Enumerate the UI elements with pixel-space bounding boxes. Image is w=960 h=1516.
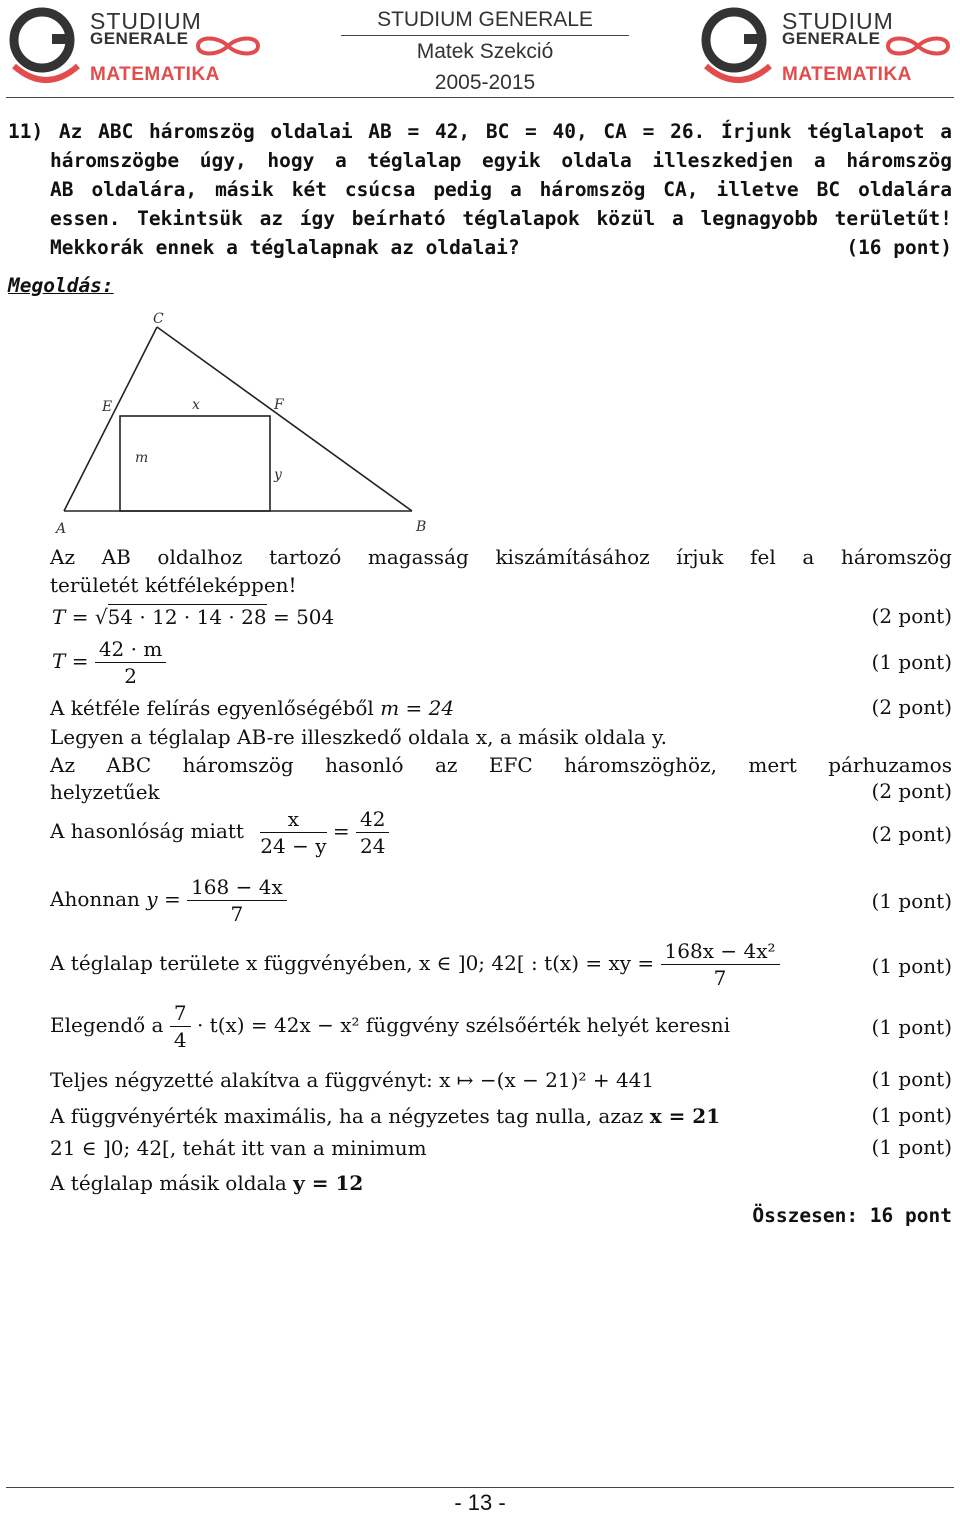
line-13 xyxy=(50,1135,427,1161)
line-9-num: 168x − 4x² xyxy=(661,938,780,965)
label-C: C xyxy=(153,311,164,327)
solution-label: Megoldás: xyxy=(8,274,114,297)
line-13-points: (1 pont) xyxy=(871,1135,952,1159)
line-10-points: (1 pont) xyxy=(871,1015,952,1039)
page-number: - 13 - xyxy=(454,1490,506,1515)
line-9 xyxy=(50,938,780,991)
label-y: y xyxy=(274,467,282,483)
eq1 xyxy=(52,604,334,630)
label-m: m xyxy=(135,450,149,466)
line-3-points: (2 pont) xyxy=(871,695,952,719)
line-8-points: (1 pont) xyxy=(871,889,952,913)
line-7-num-2: 42 xyxy=(356,806,389,833)
line-8-math: y = xyxy=(146,887,181,911)
line-11-text: Teljes négyzetté alakítva a függvényt: xyxy=(50,1068,433,1092)
line-12-text: A függvényérték maximális, ha a négyzetes tag nulla, azaz xyxy=(50,1104,644,1128)
header-title-block xyxy=(335,4,635,98)
line-7-den-1: 24 − y xyxy=(260,834,327,858)
logo-word-studium: STUDIUM xyxy=(90,8,202,34)
line-10-den: 4 xyxy=(173,1028,187,1052)
line-13-math: 21 ∈ ]0; 42[ xyxy=(50,1136,170,1160)
line-4: Legyen a téglalap AB-re illeszkedő oldala x, a másik oldala y. xyxy=(50,725,668,749)
eq1-root: 54 · 12 · 14 · 28 xyxy=(107,605,267,629)
label-F: F xyxy=(274,397,284,413)
eq2 xyxy=(52,636,166,689)
line-9-points: (1 pont) xyxy=(871,954,952,978)
problem-line-3: AB oldalára, másik két csúcsa pedig a háromszög CA, illetve BC oldalára xyxy=(50,178,952,201)
line-8-num: 168 − 4x xyxy=(187,874,287,901)
line-14-text: A téglalap másik oldala xyxy=(50,1171,287,1195)
eq2-left: T = xyxy=(52,649,89,673)
logo-word-studium: STUDIUM xyxy=(782,8,894,34)
eq1-right: = 504 xyxy=(272,605,335,629)
line-7-text: A hasonlóság miatt xyxy=(50,819,244,843)
eq2-den: 2 xyxy=(124,664,137,688)
line-10-rest: függvény szélsőérték helyét keresni xyxy=(365,1013,731,1037)
line-10-num: 7 xyxy=(170,1000,191,1027)
total-points: Összesen: 16 pont xyxy=(752,1204,952,1227)
line-11-points: (1 pont) xyxy=(871,1067,952,1091)
logo-mark-icon xyxy=(698,4,778,94)
label-A: A xyxy=(56,521,67,537)
problem-line-1: 11) Az ABC háromszög oldalai AB = 42, BC = 40, CA = 26. Írjunk téglalapot a xyxy=(8,120,952,143)
line-8 xyxy=(50,874,287,927)
line-3 xyxy=(50,695,454,721)
logo-word-matematika: MATEMATIKA xyxy=(782,64,912,85)
header-rule xyxy=(6,97,954,98)
line-13-text: , tehát itt van a minimum xyxy=(169,1136,427,1160)
studium-logo-right xyxy=(698,4,960,94)
line-10-math: · t(x) = 42x − x² xyxy=(196,1013,360,1037)
line-10-frac xyxy=(170,1000,191,1053)
line-7-eq: = xyxy=(332,819,350,843)
eq2-num: 42 · m xyxy=(95,636,167,663)
line-10 xyxy=(50,1000,730,1053)
side-AC xyxy=(64,327,157,511)
header-years: 2005-2015 xyxy=(434,71,536,94)
sqrt-icon: √ xyxy=(94,605,108,629)
line-7-frac-2 xyxy=(356,806,389,859)
infinity-icon xyxy=(878,34,958,58)
logo-mark-icon xyxy=(6,4,86,94)
solution-intro-1: Az AB oldalhoz tartozó magasság kiszámításához írjuk fel a háromszög xyxy=(50,545,952,569)
problem-points: (16 pont) xyxy=(846,236,952,259)
line-7-frac-1 xyxy=(260,806,326,859)
eq1-points: (2 pont) xyxy=(871,604,952,628)
line-9-frac xyxy=(661,938,780,991)
line-7-points: (2 pont) xyxy=(871,822,952,846)
line-5: Az ABC háromszög hasonló az EFC háromszöghöz, mert párhuzamos xyxy=(50,753,952,777)
line-9-math: x ∈ ]0; 42[ : t(x) = xy = xyxy=(418,951,655,975)
problem-line-5: Mekkorák ennek a téglalapnak az oldalai? xyxy=(50,236,520,259)
line-11-math: x ↦ −(x − 21)² + 441 xyxy=(439,1068,655,1092)
line-9-text: A téglalap területe x függvényében, xyxy=(50,951,413,975)
line-6: helyzetűek xyxy=(50,780,160,804)
line-6-points: (2 pont) xyxy=(871,779,952,803)
line-7-num-1: x xyxy=(260,806,326,833)
label-x: x xyxy=(192,397,200,413)
line-3-math: m = 24 xyxy=(380,696,455,720)
line-8-frac xyxy=(187,874,287,927)
problem-line-4: essen. Tekintsük az így beírható téglalapok közül a legnagyobb területűt! xyxy=(50,207,952,230)
eq2-fraction xyxy=(95,636,167,689)
infinity-icon xyxy=(188,34,268,58)
logo-word-generale: GENERALE xyxy=(782,29,881,48)
line-14 xyxy=(50,1170,363,1196)
eq1-left: T = xyxy=(52,605,89,629)
line-12-math: x = 21 xyxy=(649,1104,721,1128)
label-B: B xyxy=(416,519,427,535)
logo-word-generale: GENERALE xyxy=(90,29,189,48)
line-12 xyxy=(50,1103,720,1129)
studium-logo-left xyxy=(6,4,276,94)
line-14-math: y = 12 xyxy=(293,1171,364,1195)
side-BC xyxy=(157,327,412,511)
solution-intro-2: területét kétféleképpen! xyxy=(50,573,297,597)
line-11 xyxy=(50,1067,654,1093)
triangle-figure xyxy=(50,305,440,540)
logo-word-matematika: MATEMATIKA xyxy=(90,64,220,85)
page-header xyxy=(0,0,960,100)
label-E: E xyxy=(102,399,113,415)
line-3-text: A kétféle felírás egyenlőségéből xyxy=(50,696,374,720)
line-7-den-2: 24 xyxy=(360,834,386,858)
line-12-points: (1 pont) xyxy=(871,1103,952,1127)
line-10-text: Elegendő a xyxy=(50,1013,164,1037)
header-subtitle: Matek Szekció xyxy=(416,40,554,63)
eq2-points: (1 pont) xyxy=(871,650,952,674)
line-8-text: Ahonnan xyxy=(50,887,140,911)
line-7 xyxy=(50,806,389,859)
line-8-den: 7 xyxy=(230,902,244,926)
line-9-den: 7 xyxy=(713,966,727,990)
footer-rule xyxy=(6,1487,954,1488)
problem-line-2: háromszögbe úgy, hogy a téglalap egyik oldala illeszkedjen a háromszög xyxy=(50,149,952,172)
header-title: STUDIUM GENERALE xyxy=(377,8,593,31)
